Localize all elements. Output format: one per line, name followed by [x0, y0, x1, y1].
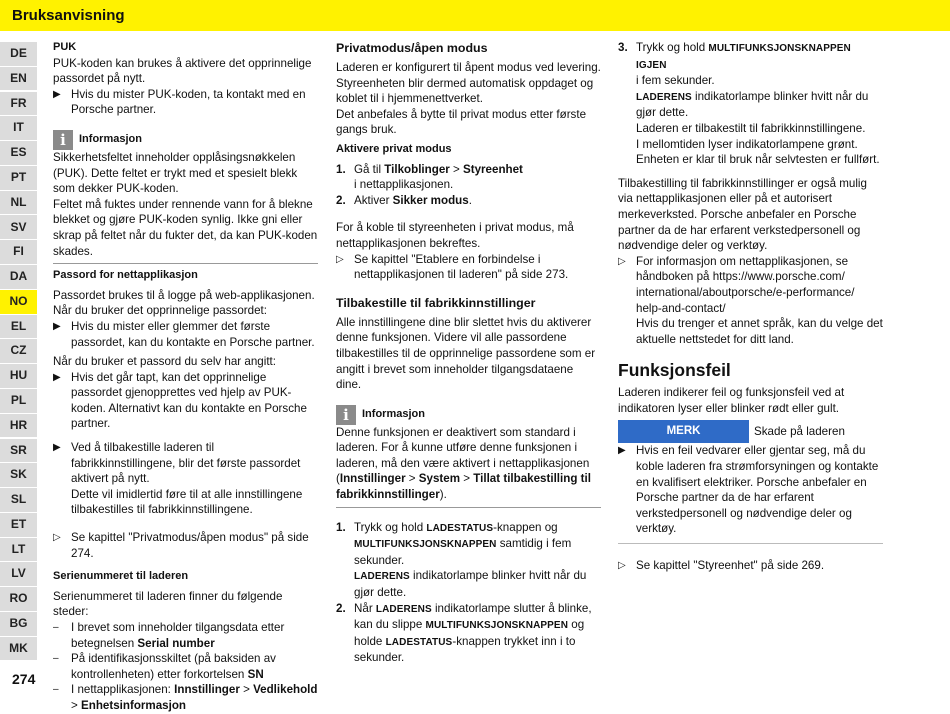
language-tab-es[interactable]: ES: [0, 141, 37, 166]
dash-marker: –: [53, 622, 59, 633]
path-separator: >: [405, 472, 419, 486]
paragraph: Passordet brukes til å logge på web-applikasjonen. Når du bruker det opprinnelige passordet:: [53, 288, 315, 318]
step-text: indikatorlampe blinker hvitt når du gjør dette.: [354, 569, 587, 600]
button-name: LADESTATUS: [426, 522, 494, 534]
device-name: LADERENS: [636, 91, 692, 103]
step-text: Aktiver: [354, 193, 393, 207]
language-tab-nl[interactable]: NL: [0, 191, 37, 216]
language-tab-fr[interactable]: FR: [0, 92, 37, 117]
paragraph: Når du bruker et passord du selv har angitt:: [53, 355, 276, 369]
step-text: samtidig i fem sekunder.: [354, 537, 572, 567]
divider: [336, 507, 601, 508]
step-number: 1.: [336, 162, 346, 176]
divider: [53, 263, 318, 264]
bullet-marker: ▶: [53, 320, 61, 332]
language-tab-de[interactable]: DE: [0, 42, 37, 67]
list-item-text: I nettapplikasjonen:: [71, 683, 175, 697]
column-3: [618, 40, 883, 574]
list-item: [53, 440, 318, 518]
step-text: -knappen trykket inn i to sekunder.: [354, 634, 576, 665]
language-tab-pl[interactable]: PL: [0, 389, 37, 414]
button-name: MULTIFUNKSJONSKNAPPEN: [425, 620, 569, 632]
reference-text: Se kapittel "Styreenhet" på side 269.: [636, 559, 825, 573]
button-name: MULTIFUNKSJONSKNAPPEN: [354, 539, 497, 551]
serial-number-label: Serial number: [137, 636, 215, 650]
section-heading: Tilbakestille til fabrikkinnstillinger: [336, 295, 536, 310]
sn-label: SN: [247, 667, 264, 681]
language-tab-sv[interactable]: SV: [0, 215, 37, 240]
language-tab-fi[interactable]: FI: [0, 240, 37, 265]
column-1: [53, 40, 318, 714]
paragraph: Laderen indikerer feil og funksjonsfeil ved at indikatoren lyser eller blinker rødt eller gult.: [618, 386, 845, 415]
paragraph: Laderen er konfigurert til åpent modus ved levering. Styreenheten blir dermed automatisk oppdaget og koblet til i hjemmenettverket.: [336, 61, 601, 106]
language-tab-no[interactable]: NO: [0, 290, 37, 315]
paragraph: Det anbefales å bytte til privat modus etter første gangs bruk.: [336, 107, 587, 137]
language-tab-el[interactable]: EL: [0, 315, 37, 340]
step-text: .: [468, 193, 472, 207]
list-item-text: I brevet som inneholder tilgangsdata etter betegnelsen: [71, 621, 285, 650]
step-text: -knappen og: [493, 520, 558, 534]
list-item: [53, 87, 318, 118]
menu-path: System: [418, 472, 461, 486]
language-tab-sl[interactable]: SL: [0, 488, 37, 513]
info-icon: i: [53, 130, 73, 150]
menu-path: Innstillinger: [339, 472, 406, 486]
bullet-marker: ▶: [53, 88, 61, 100]
info-heading: [336, 405, 601, 425]
menu-path: Styreenhet: [463, 162, 523, 176]
divider: [618, 543, 883, 544]
language-tab-bg[interactable]: BG: [0, 612, 37, 637]
list-item: [53, 651, 318, 682]
menu-path: Sikker modus: [392, 193, 469, 207]
step-text: I mellomtiden lyser indikatorlampene grønt.: [636, 137, 858, 151]
info-text-part: Denne funksjonen er deaktivert som standard i laderen. For å kunne utføre denne funksjonen i laderen, må den være aktivert i nettapplikasjonen (: [336, 425, 590, 486]
path-separator: >: [449, 162, 463, 176]
button-name: LADESTATUS: [385, 636, 453, 648]
info-text: Sikkerhetsfeltet inneholder opplåsingsnøkkelen (PUK). Dette feltet er trykt med et spesielt blekk som dekker PUK-koden.: [53, 150, 298, 196]
step-text: Laderen er tilbakestilt til fabrikkinnstillingene.: [636, 121, 866, 135]
step-number: 2.: [336, 193, 346, 207]
list-item-text: Dette vil imidlertid føre til at alle innstillingene tilbakestilles til fabrikkinnstillingene.: [71, 487, 303, 517]
language-tab-sk[interactable]: SK: [0, 463, 37, 488]
language-sidebar: [0, 42, 37, 662]
paragraph: Tilbakestilling til fabrikkinnstillinger er også mulig via nettapplikasjonen eller på et autorisert merkeverksted. Porsche anbefaler en Porsche partner da de har erfarent verkstedpersonell og nødvendige deler og verktøy.: [618, 176, 867, 253]
step-number: 2.: [336, 601, 346, 615]
step-text: Trykk og hold: [354, 520, 427, 534]
list-item-text: Hvis du mister eller glemmer det første passordet, kan du kontakte en Porsche partner.: [71, 319, 315, 349]
puk-text: PUK-koden kan brukes å aktivere det opprinnelige passordet på nytt.: [53, 56, 312, 86]
reference-item: [618, 254, 883, 348]
language-tab-pt[interactable]: PT: [0, 166, 37, 191]
language-tab-lv[interactable]: LV: [0, 562, 37, 587]
bullet-marker: ▶: [618, 445, 626, 457]
puk-heading: PUK: [53, 41, 77, 53]
section-heading: Aktivere privat modus: [336, 142, 452, 155]
step-number: 1.: [336, 520, 346, 534]
path-separator: >: [239, 683, 254, 697]
menu-path: Enhetsinformasjon: [81, 698, 187, 712]
path-separator: >: [460, 472, 474, 486]
reference-item: [53, 530, 318, 561]
button-name: MULTIFUNKSJONSKNAPPEN IGJEN: [636, 43, 851, 71]
info-icon: i: [336, 405, 356, 425]
reference-item: [618, 558, 883, 574]
info-title: Informasjon: [362, 407, 425, 420]
reference-text: Se kapittel "Privatmodus/åpen modus" på side 274.: [71, 531, 309, 560]
list-item-text: Hvis det går tapt, kan det opprinnelige passordet gjenopprettes ved hjelp av PUK-koden. Alternativt kan du kontakte en Porsche partner.: [71, 370, 307, 431]
language-tab-sr[interactable]: SR: [0, 439, 37, 464]
step-item: [336, 193, 601, 209]
list-item-text: På identifikasjonsskiltet (på baksiden av kontrollenheten) etter forkortelsen: [71, 652, 276, 681]
list-item: [618, 443, 883, 537]
bullet-marker: ▶: [53, 442, 61, 454]
dash-marker: –: [53, 653, 59, 665]
page-title: Bruksanvisning: [12, 7, 125, 24]
reference-marker: ▷: [53, 532, 61, 544]
step-text: Når: [354, 601, 376, 615]
language-tab-cz[interactable]: CZ: [0, 339, 37, 364]
section-heading: Passord for nettapplikasjon: [53, 269, 198, 282]
list-item-text: Hvis en feil vedvarer eller gjentar seg, må du koble laderen fra strømforsyningen og kontakte en kvalifisert elektriker. Porsche anbefaler en Porsche partner da de har erfarent verkstedpersonell og nødvendige deler og verktøy.: [636, 444, 879, 536]
step-text: Enheten er klar til bruk når selvtesten er fullført.: [636, 153, 880, 167]
reference-marker: ▷: [618, 255, 626, 267]
notice-text: Skade på laderen: [754, 425, 845, 439]
menu-path: Tillat tilbakestilling til fabrikkinnstillinger: [336, 472, 591, 502]
page-header: [0, 0, 950, 31]
paragraph: For å koble til styreenheten i privat modus, må nettapplikasjonen bekreftes.: [336, 221, 574, 250]
dash-marker: –: [53, 684, 59, 696]
reference-text: Se kapittel "Etablere en forbindelse i nettapplikasjonen til laderen" på side 273.: [354, 252, 569, 282]
reference-text: For informasjon om nettapplikasjonen, se håndboken på https://www.porsche.com/ international/aboutporsche/e-performance/ help-and-contact/: [636, 254, 855, 315]
step-number: 3.: [618, 41, 628, 54]
step-text: i fem sekunder.: [636, 74, 715, 88]
step-text: Trykk og hold: [636, 41, 709, 54]
step-item: [618, 40, 883, 168]
info-text: Feltet må fuktes under rennende vann for å blekne blekket og gjøre PUK-koden synlig. Ikke gni eller skrap på feltet når du fukter det, da kan PUK-koden skades.: [53, 197, 318, 258]
info-text: [336, 425, 601, 503]
page-number: 274: [12, 671, 36, 687]
menu-path: Innstillinger: [174, 683, 240, 697]
info-text-part: ).: [439, 488, 447, 502]
section-heading: Privatmodus/åpen modus: [336, 41, 488, 55]
path-separator: >: [71, 698, 81, 712]
step-item: [336, 601, 601, 666]
paragraph: Alle innstillingene dine blir slettet hvis du aktiverer denne funksjonen. Videre vil alle passordene tilbakestilles til de opprinnelige passordene som er angitt i brevet som inneholder tilgangsdataene dine.: [336, 315, 596, 392]
reference-marker: ▷: [336, 253, 344, 265]
menu-path: Vedlikehold: [253, 683, 318, 697]
language-tab-da[interactable]: DA: [0, 265, 37, 290]
language-tab-lt[interactable]: LT: [0, 538, 37, 563]
step-item: [336, 520, 601, 601]
list-item: [53, 682, 318, 713]
step-text: og holde: [354, 618, 585, 648]
merk-badge: MERK: [618, 420, 749, 443]
section-heading: Funksjonsfeil: [618, 360, 731, 381]
list-item: [53, 319, 318, 350]
info-title: Informasjon: [79, 133, 142, 146]
language-tab-mk[interactable]: MK: [0, 637, 37, 662]
step-text: indikatorlampe blinker hvitt når du gjør dette.: [636, 89, 869, 120]
reference-text: Hvis du trenger et annet språk, kan du velge det aktuelle nettstedet for ditt land.: [636, 317, 883, 346]
language-tab-en[interactable]: EN: [0, 67, 37, 92]
step-text: indikatorlampe slutter å blinke, kan du slippe: [354, 601, 592, 632]
step-text: Gå til: [354, 162, 385, 176]
info-heading: [53, 130, 318, 150]
language-tab-hr[interactable]: HR: [0, 414, 37, 439]
language-tab-ro[interactable]: RO: [0, 587, 37, 612]
list-item-text: Ved å tilbakestille laderen til fabrikkinnstillingene, blir det første passordet aktivert på nytt.: [71, 441, 301, 486]
language-tab-et[interactable]: ET: [0, 513, 37, 538]
step-item: [336, 162, 601, 193]
reference-marker: ▷: [618, 560, 626, 572]
column-2: [336, 40, 601, 666]
language-tab-it[interactable]: IT: [0, 116, 37, 141]
list-item: [53, 370, 318, 432]
paragraph: Serienummeret til laderen finner du følgende steder:: [53, 589, 283, 619]
notice-row: [618, 420, 883, 443]
list-item: [53, 620, 318, 651]
puk-bullet: Hvis du mister PUK-koden, ta kontakt med en Porsche partner.: [71, 87, 306, 117]
bullet-marker: ▶: [53, 371, 61, 383]
device-name: LADERENS: [354, 571, 410, 583]
device-name: LADERENS: [375, 603, 432, 615]
reference-item: [336, 252, 601, 283]
language-tab-hu[interactable]: HU: [0, 364, 37, 389]
menu-path: Tilkoblinger: [384, 162, 450, 176]
step-text: i nettapplikasjonen.: [354, 178, 454, 192]
section-heading: Serienummeret til laderen: [53, 570, 189, 583]
